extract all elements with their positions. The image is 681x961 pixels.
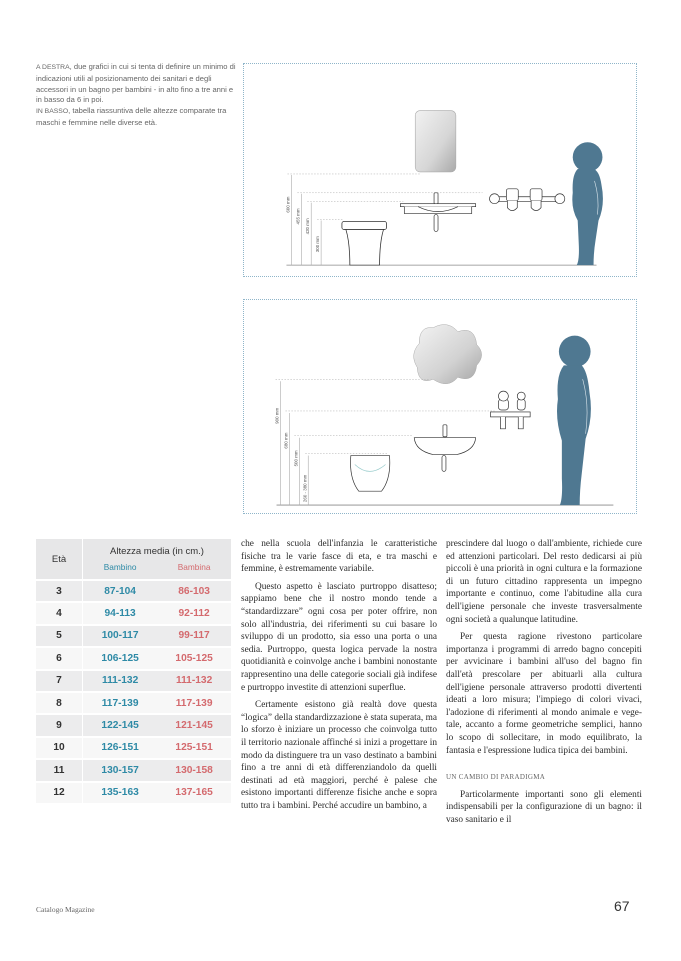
age-cell: 6 [36, 647, 83, 669]
boy-height-cell: 117-139 [83, 692, 158, 714]
table-row [36, 782, 231, 803]
girl-height-cell: 99-117 [157, 625, 231, 647]
diagram-child-svg [244, 300, 636, 513]
age-cell: 4 [36, 602, 83, 624]
table-row [36, 625, 231, 647]
mirror-icon [415, 111, 456, 172]
diagram-toddler-bathroom [243, 63, 637, 277]
age-cell: 7 [36, 670, 83, 692]
boy-height-cell: 135-163 [83, 782, 158, 803]
publication-name: Catalogo Magazine [36, 905, 95, 914]
boy-height-cell: 130-157 [83, 759, 158, 781]
caption-text-below: , tabella riassuntiva delle altezze comparate tra maschi e femmine nelle diverse età. [36, 106, 227, 127]
article-column-2 [446, 538, 642, 883]
grab-bar-icon [490, 189, 565, 211]
age-header: Età [36, 539, 83, 580]
girl-height-cell: 130-158 [157, 759, 231, 781]
boy-header: Bambino [83, 560, 158, 581]
table-row [36, 670, 231, 692]
diagram-toddler-svg [244, 64, 636, 276]
page-number: 67 [614, 898, 630, 914]
girl-header: Bambina [157, 560, 231, 581]
girl-height-cell: 117-139 [157, 692, 231, 714]
girl-height-cell: 125-151 [157, 737, 231, 759]
section-heading: UN CAMBIO DI PARADIGMA [446, 773, 546, 782]
boy-height-cell: 126-151 [83, 737, 158, 759]
girl-height-cell: 105-125 [157, 647, 231, 669]
table-row [36, 714, 231, 736]
girl-height-cell: 121-145 [157, 714, 231, 736]
boy-height-cell: 100-117 [83, 625, 158, 647]
article-paragraph: Certamente esistono già realtà dove questa “logica” della standardizzazione è stata superata, ma lo sforzo è iniziare un processo che coinvolga tutto il territorio nazionale affinché si inizi a progettare in modo da distinguere tra un vaso destinato a bambini fino a tre anni di età differenziandolo da quelli destinati ad età maggiori, perché è palese che esistono importanti differenze fisiche anche e sopra tutto tra i bambini. Perché accudire un bambino, a [241, 700, 437, 811]
table-row [36, 692, 231, 714]
age-cell: 8 [36, 692, 83, 714]
average-height-table [36, 539, 231, 803]
boy-height-cell: 111-132 [83, 670, 158, 692]
table-row [36, 759, 231, 781]
article-paragraph: che nella scuola dell'infanzia le caratteristiche fisiche tra le varie fasce di eta, e tra maschi e femmine, è estremamente variabile. [241, 539, 437, 575]
wall-toilet-icon [351, 456, 390, 492]
table-row [36, 647, 231, 669]
boy-height-cell: 94-113 [83, 602, 158, 624]
sink-icon [400, 193, 475, 232]
table-row [36, 602, 231, 624]
dim-label: 600 mm [285, 196, 291, 213]
flower-mirror-icon [414, 325, 482, 384]
age-cell: 10 [36, 737, 83, 759]
age-cell: 9 [36, 714, 83, 736]
boy-height-cell: 122-145 [83, 714, 158, 736]
article-paragraph: Per questa ragione rivestono particolare importanza i programmi di arredo bagno concepiti per avvicinare i bambini all'uso del bagno fin dall'età prescolare per abituarli alla cultura dell'igiene personale attraverso prodotti divertenti ideati a loro misura; l'impiego di colori vivaci, l'adozione di riferimenti al mondo animale e vegetale, accanto a forme geometriche semplici, hanno lo scopo di sollecitare, in modo equilibrato, la fantasia e l'espressione ludica tipica dei bambini. [446, 632, 642, 756]
boy-height-cell: 106-125 [83, 647, 158, 669]
article-paragraph: prescindere dal luogo o dall'ambiente, richiede cure ed attenzioni particolari. Del resto dedicarsi ai più piccoli è una priorità in ogni cultura e la formazione di un futuro cittadino rappresenta un impegno importante e continuo, come l'abitudine alla cura dell'igiene personale che investe trasversalmente ogni società a qualunque latitudine. [446, 539, 642, 625]
age-cell: 3 [36, 580, 83, 602]
age-cell: 5 [36, 625, 83, 647]
diagram-child-bathroom [243, 299, 637, 514]
child-silhouette-icon [557, 336, 591, 505]
girl-height-cell: 111-132 [157, 670, 231, 692]
girl-height-cell: 137-165 [157, 782, 231, 803]
toilet-icon [342, 222, 387, 266]
dim-label: 455 mm [295, 208, 301, 225]
dim-label: 500 mm [293, 450, 299, 467]
dim-label: 300 mm [315, 236, 321, 253]
age-cell: 12 [36, 782, 83, 803]
girl-height-cell: 92-112 [157, 602, 231, 624]
boy-height-cell: 87-104 [83, 580, 158, 602]
table-row [36, 737, 231, 759]
caption-text-right: , due grafici in cui si tenta di definire un minimo di indicazioni utili al posizionamento dei sanitari e degli accessori in un bagno per bambini - in alto fino a tre anni e in basso da 6 in poi. [36, 62, 236, 105]
sink-icon [414, 425, 475, 472]
dim-label: 420 mm [305, 218, 311, 235]
figure-caption [36, 62, 236, 129]
table-row [36, 580, 231, 602]
article-paragraph: Particolarmente importanti sono gli elementi indispensabili per la configurazione di un bagno: il vaso sanitario e il [446, 789, 642, 825]
dim-label: 260 - 380 mm [302, 474, 308, 503]
average-height-header: Altezza media (in cm.) [83, 539, 232, 560]
dim-label: 680 mm [283, 432, 289, 449]
caption-lead-right: A DESTRA [36, 64, 70, 71]
article-column-1 [241, 538, 437, 883]
article-paragraph: Questo aspetto è lasciato purtroppo disatteso; sappiamo bene che il nostro mondo tende a “standardizzare” ogni cosa per poter offrire, non solo all'industria, dei riferimenti su cui basare lo sviluppo di un prodotto, sia esso una porta o una sedia. Purtroppo, questa logica pervade la nostra quotidianità e coinvolge anche i bambini nonostante rappresentino una delle categorie sociali già indifese e purtroppo investite di attenzioni superflue. [241, 581, 437, 693]
caption-lead-below: IN BASSO [36, 108, 69, 116]
age-cell: 11 [36, 759, 83, 781]
playful-faucet-icon [491, 391, 531, 429]
dim-label: 900 mm [274, 407, 280, 424]
girl-height-cell: 86-103 [157, 580, 231, 602]
